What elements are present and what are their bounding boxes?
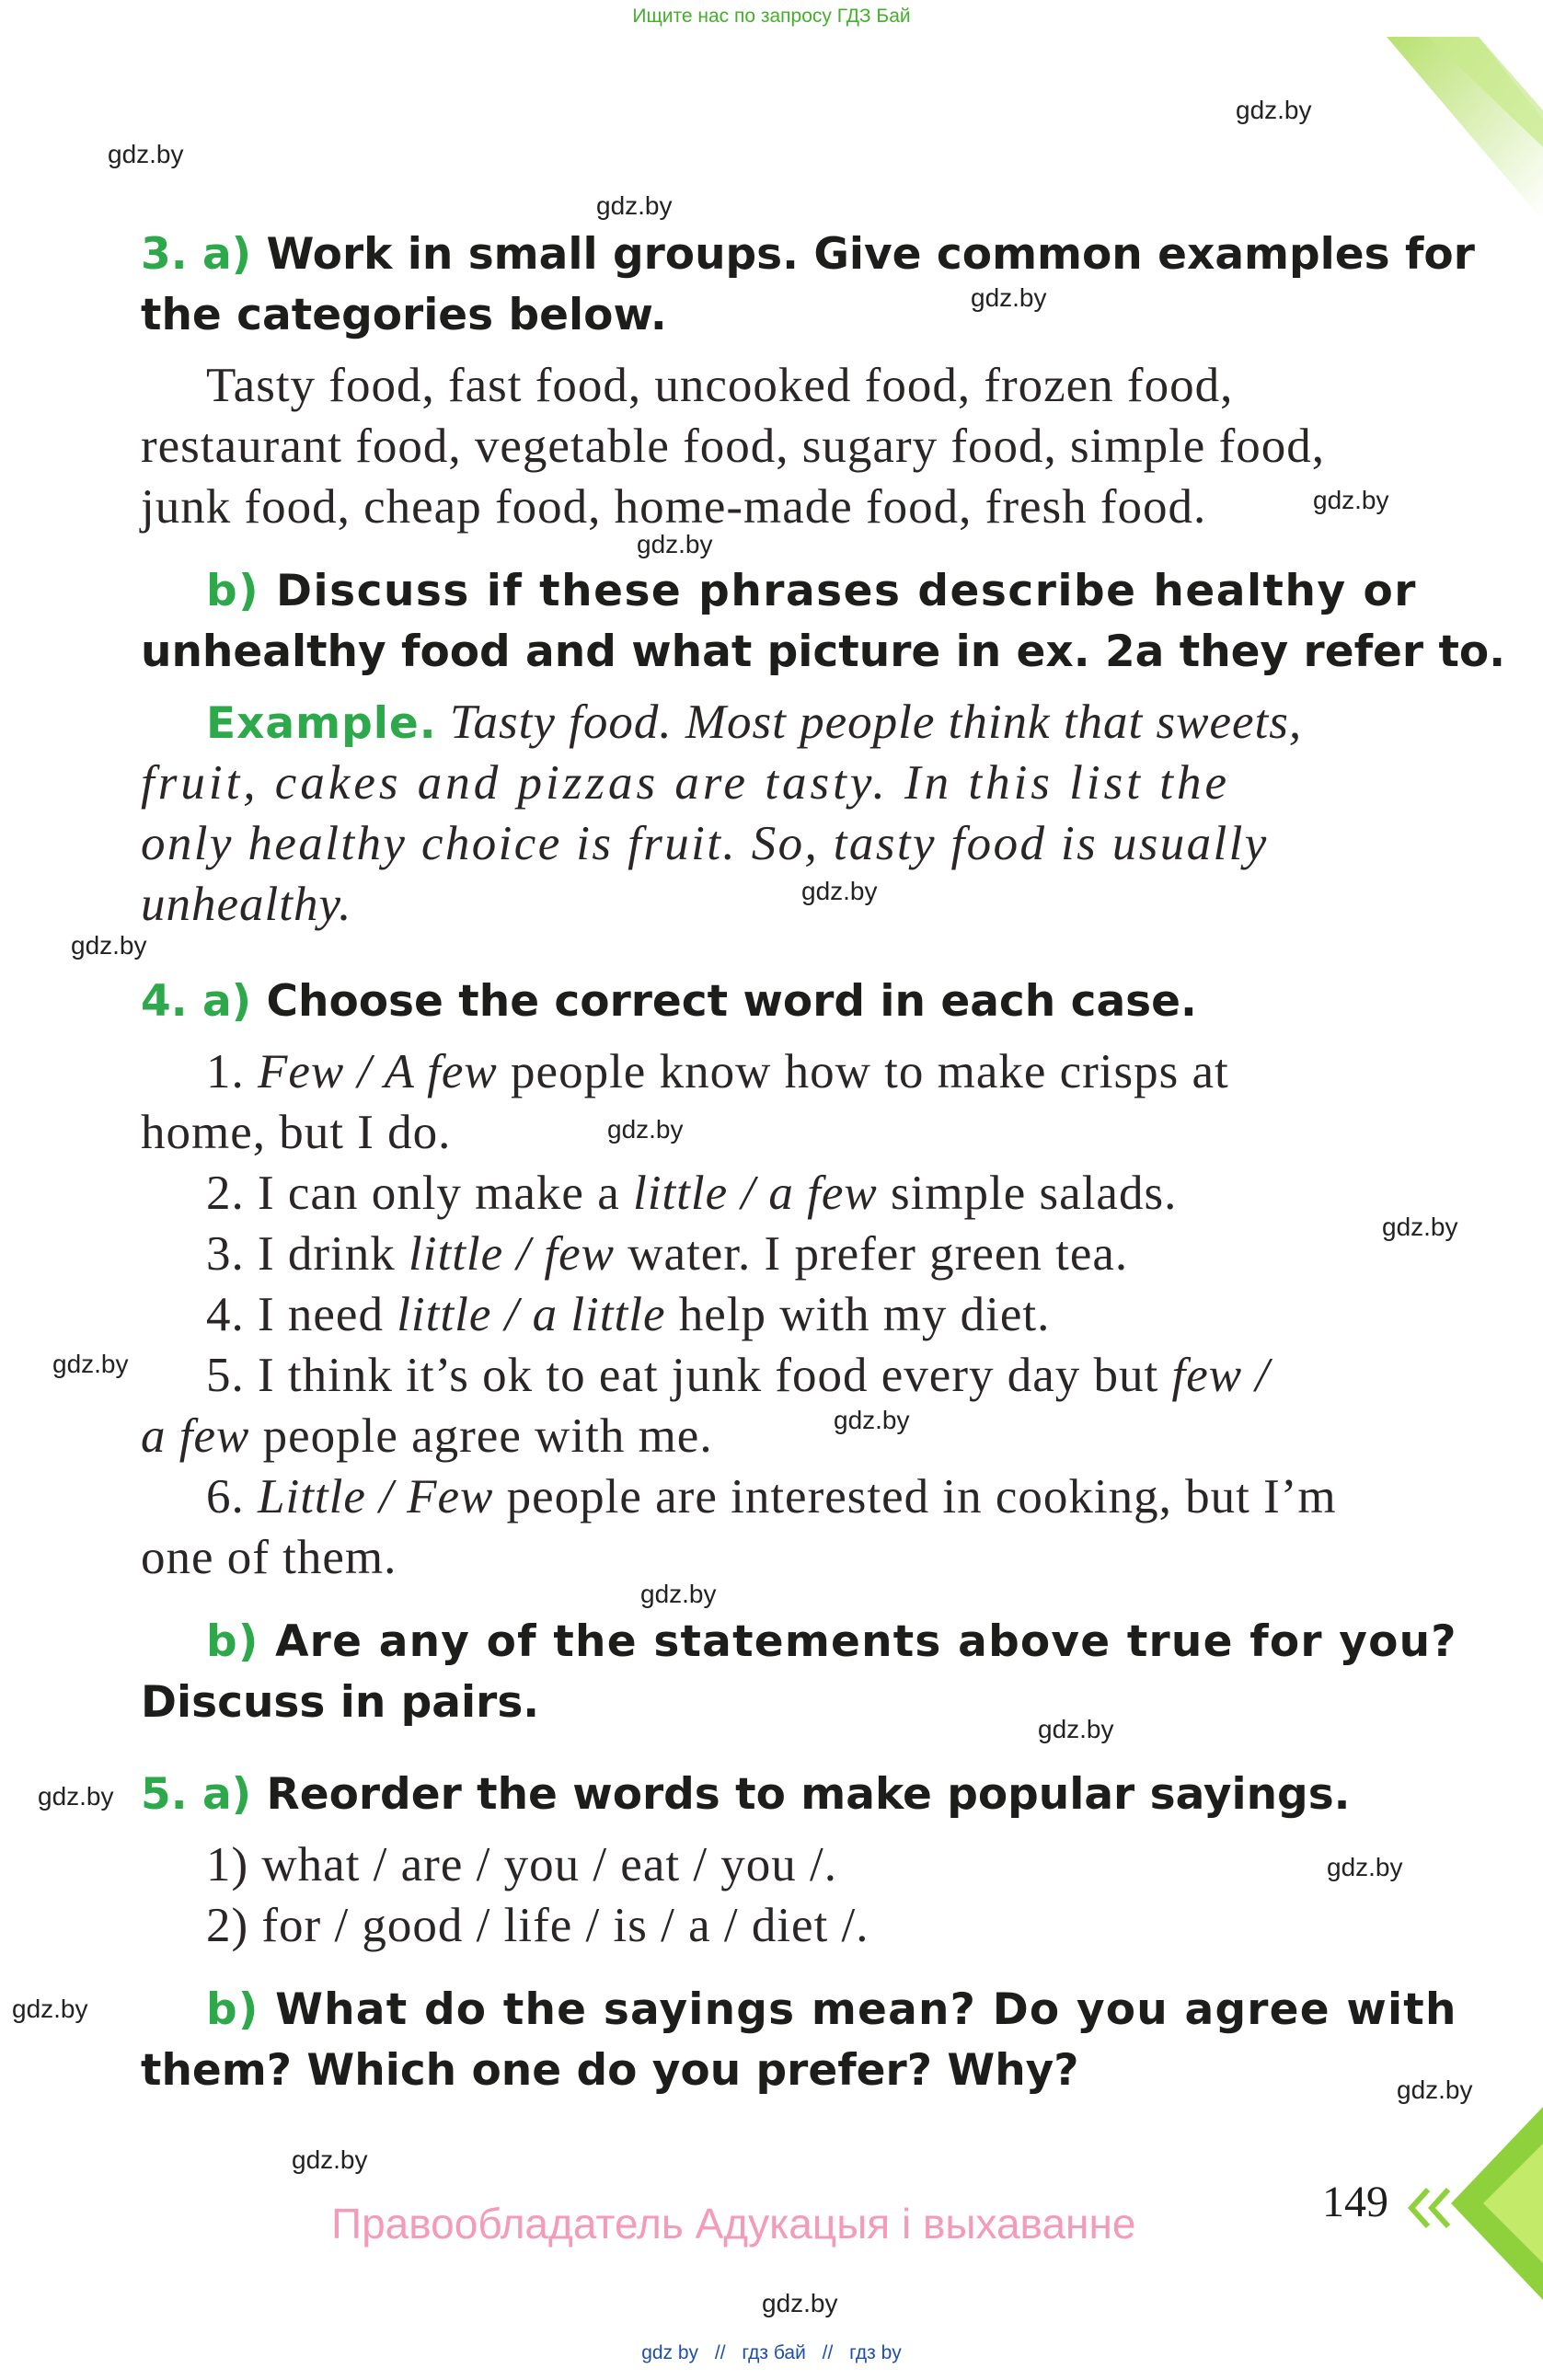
instruction-text: What do the sayings mean? Do you agree with bbox=[275, 1984, 1457, 2035]
ex3-a-heading bbox=[141, 224, 1475, 285]
watermark: gdz.by bbox=[12, 1995, 88, 2023]
instruction-text: unhealthy food and what picture in ex. 2a they refer to. bbox=[141, 627, 1506, 677]
watermark: gdz.by bbox=[801, 877, 878, 905]
watermark: gdz.by bbox=[971, 283, 1047, 312]
word-choice: Few / A few bbox=[258, 1045, 498, 1098]
sentence-number: 1. bbox=[206, 1045, 245, 1098]
watermark: gdz.by bbox=[596, 191, 673, 220]
example-text: fruit, cakes and pizzas are tasty. In this list the bbox=[141, 756, 1230, 810]
sentence-number: 5. bbox=[206, 1349, 245, 1402]
sentence-text: water. I prefer green tea. bbox=[628, 1227, 1129, 1281]
footer-link[interactable]: гдз by bbox=[849, 2342, 902, 2363]
ex4-b-heading bbox=[206, 1612, 1457, 1673]
instruction-text: the categories below. bbox=[141, 290, 667, 340]
chevron-left-icon bbox=[1408, 2185, 1463, 2231]
sentence-number: 4. bbox=[206, 1288, 245, 1341]
sentence-text: simple salads. bbox=[890, 1167, 1178, 1220]
corner-decoration-top bbox=[1359, 0, 1543, 221]
sentence-text: people agree with me. bbox=[262, 1409, 713, 1463]
exercise-number: 4. bbox=[141, 976, 188, 1027]
sentence-text: one of them. bbox=[141, 1531, 397, 1584]
sentence-1 bbox=[206, 1041, 1229, 1102]
watermark: gdz.by bbox=[640, 1580, 717, 1608]
word-choice: few / bbox=[1171, 1349, 1271, 1402]
watermark: gdz.by bbox=[1327, 1853, 1403, 1881]
footer-separator: // bbox=[822, 2342, 834, 2363]
example-text: Tasty food. Most people think that sweets, bbox=[449, 696, 1303, 749]
example-line bbox=[206, 692, 1302, 754]
copyright-notice: Правообладатель Адукацыя і выхаванне bbox=[331, 2200, 1136, 2248]
sentence-text: people are interested in cooking, but I’m bbox=[506, 1470, 1337, 1523]
ex5-a-heading bbox=[141, 1765, 1351, 1825]
sentence-text: I think it’s ok to eat junk food every day but bbox=[258, 1349, 1159, 1402]
instruction-text: Discuss in pairs. bbox=[141, 1677, 540, 1728]
footer-link[interactable]: гдз бай bbox=[742, 2342, 806, 2363]
category-list-line: junk food, cheap food, home-made food, fresh food. bbox=[141, 480, 1207, 534]
ex3-b-heading bbox=[206, 561, 1417, 622]
sentence-5 bbox=[206, 1345, 1270, 1406]
footer-link[interactable]: gdz by bbox=[641, 2342, 699, 2363]
part-label: b) bbox=[206, 1616, 259, 1667]
ex5-b-heading bbox=[206, 1980, 1457, 2041]
watermark: gdz.by bbox=[108, 140, 184, 168]
instruction-text: them? Which one do you prefer? Why? bbox=[141, 2045, 1079, 2096]
example-text: only healthy choice is fruit. So, tasty food is usually bbox=[141, 817, 1269, 870]
watermark: gdz.by bbox=[1382, 1213, 1458, 1241]
sentence-4 bbox=[206, 1284, 1050, 1345]
page-number: 149 bbox=[1322, 2178, 1388, 2226]
sentence-text: help with my diet. bbox=[678, 1288, 1051, 1341]
watermark: gdz.by bbox=[1236, 96, 1312, 124]
watermark: gdz.by bbox=[1038, 1715, 1114, 1743]
instruction-text: Reorder the words to make popular sayings. bbox=[266, 1769, 1351, 1820]
watermark: gdz.by bbox=[607, 1115, 684, 1144]
instruction-text: Work in small groups. Give common examples for bbox=[266, 229, 1475, 280]
watermark: gdz.by bbox=[637, 530, 713, 558]
sentence-number: 3. bbox=[206, 1227, 245, 1281]
word-choice: little / a few bbox=[632, 1167, 878, 1220]
watermark: gdz.by bbox=[1313, 486, 1389, 514]
sentence-5-cont bbox=[141, 1406, 713, 1466]
watermark: gdz.by bbox=[52, 1350, 129, 1378]
part-label: a) bbox=[202, 229, 252, 280]
saying-item: 1) what / are / you / eat / you /. bbox=[206, 1838, 838, 1891]
saying-item: 2) for / good / life / is / a / diet /. bbox=[206, 1899, 869, 1952]
category-list-line: restaurant food, vegetable food, sugary food, simple food, bbox=[141, 420, 1325, 473]
footer-separator: // bbox=[714, 2342, 726, 2363]
watermark: gdz.by bbox=[292, 2145, 368, 2174]
part-label: a) bbox=[202, 976, 252, 1027]
sentence-number: 2. bbox=[206, 1167, 245, 1220]
sentence-number: 6. bbox=[206, 1470, 245, 1523]
sentence-6 bbox=[206, 1466, 1337, 1527]
instruction-text: Choose the correct word in each case. bbox=[266, 976, 1197, 1027]
sentence-2 bbox=[206, 1163, 1177, 1224]
example-text: unhealthy. bbox=[141, 878, 352, 931]
sentence-text: home, but I do. bbox=[141, 1106, 452, 1159]
watermark: gdz.by bbox=[762, 2289, 838, 2317]
watermark: gdz.by bbox=[1397, 2075, 1473, 2104]
example-label: Example. bbox=[206, 698, 437, 749]
category-list-line: Tasty food, fast food, uncooked food, frozen food, bbox=[206, 359, 1234, 412]
exercise-number: 5. bbox=[141, 1769, 188, 1820]
ex4-a-heading bbox=[141, 972, 1197, 1032]
part-label: b) bbox=[206, 1984, 259, 2035]
watermark: gdz.by bbox=[38, 1782, 114, 1811]
exercise-number: 3. bbox=[141, 229, 188, 280]
word-choice: Little / Few bbox=[258, 1470, 494, 1523]
part-label: a) bbox=[202, 1769, 252, 1820]
word-choice: little / a little bbox=[397, 1288, 666, 1341]
sentence-text: people know how to make crisps at bbox=[511, 1045, 1229, 1098]
sentence-3 bbox=[206, 1224, 1128, 1284]
part-label: b) bbox=[206, 566, 260, 616]
instruction-text: Discuss if these phrases describe healthy or bbox=[276, 566, 1417, 616]
word-choice: a few bbox=[141, 1409, 250, 1463]
instruction-text: Are any of the statements above true for you? bbox=[275, 1616, 1457, 1667]
sentence-text: I need bbox=[258, 1288, 384, 1341]
watermark: gdz.by bbox=[71, 931, 147, 960]
word-choice: little / few bbox=[409, 1227, 616, 1281]
header-banner[interactable]: Ищите нас по запросу ГДЗ Бай bbox=[632, 6, 911, 27]
footer-links bbox=[0, 2342, 1543, 2364]
sentence-text: I can only make a bbox=[258, 1167, 620, 1220]
sentence-text: I drink bbox=[258, 1227, 396, 1281]
watermark: gdz.by bbox=[834, 1406, 910, 1434]
